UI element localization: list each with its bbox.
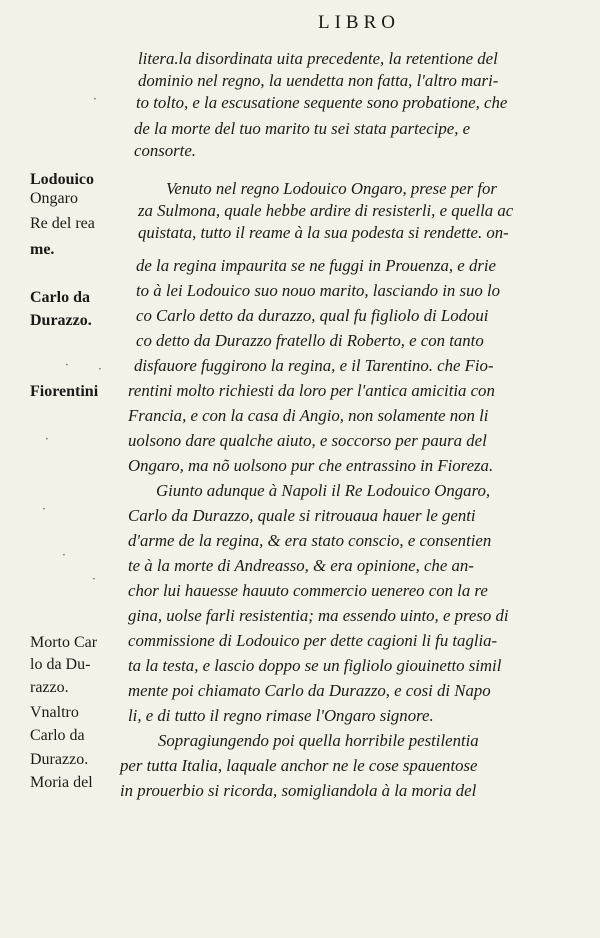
text-line: to tolto, e la escusatione sequente sono probatione, che	[136, 93, 508, 112]
text-line: de la regina impaurita se ne fuggi in Prouenza, e drie	[136, 256, 496, 275]
text-line: li, e di tutto il regno rimase l'Ongaro signore.	[128, 706, 434, 725]
text-line: in prouerbio si ricorda, somigliandola à la moria del	[120, 781, 477, 800]
text-line: te à la morte di Andreasso, & era opinione, che an-	[128, 556, 474, 575]
ink-speck: ·	[45, 432, 49, 446]
ink-speck: ·	[93, 92, 97, 106]
ink-speck: ·	[62, 548, 66, 562]
text-line: Francia, e con la casa di Angio, non solamente non li	[128, 406, 489, 425]
text-line: rentini molto richiesti da loro per l'antica amicitia con	[128, 381, 495, 400]
text-line: mente poi chiamato Carlo da Durazzo, e cosi di Napo	[128, 681, 491, 700]
text-line: to à lei Lodouico suo nouo marito, lasciando in suo lo	[136, 281, 501, 300]
text-line: Venuto nel regno Lodouico Ongaro, prese per for	[166, 179, 497, 198]
text-line: de la morte del tuo marito tu sei stata partecipe, e	[134, 119, 471, 138]
text-line: Ongaro, ma nõ uolsono pur che entrassino in Fioreza.	[128, 456, 494, 475]
text-line: co Carlo detto da durazzo, qual fu figliolo di Lodoui	[136, 306, 489, 325]
text-line: disfauore fuggirono la regina, e il Tarentino. che Fio-	[134, 356, 494, 375]
margin-note: me.	[30, 241, 55, 258]
text-line: d'arme de la regina, & era stato conscio, e consentien	[128, 531, 492, 550]
text-line: dominio nel regno, la uendetta non fatta, l'altro mari-	[138, 71, 499, 90]
text-line: quistata, tutto il reame à la sua podesta si rendette. on-	[138, 223, 509, 242]
margin-note: Vnaltro	[30, 704, 79, 721]
ink-speck: ·	[98, 362, 102, 376]
text-line: commissione di Lodouico per dette cagioni li fu taglia-	[128, 631, 498, 650]
margin-note: Moria del	[30, 774, 93, 791]
margin-note: Durazzo.	[30, 751, 89, 768]
text-line: consorte.	[134, 141, 196, 160]
margin-note: Ongaro	[30, 190, 78, 207]
margin-note: razzo.	[30, 679, 69, 696]
margin-note: lo da Du-	[30, 656, 91, 673]
text-line: Sopragiungendo poi quella horribile pestilentia	[158, 731, 479, 750]
margin-note: Lodouico	[30, 171, 95, 188]
margin-note: Morto Car	[30, 634, 98, 651]
margin-note: Carlo da	[30, 727, 85, 744]
text-line: Giunto adunque à Napoli il Re Lodouico Ongaro,	[156, 481, 491, 500]
text-line: per tutta Italia, laquale anchor ne le cose spauentose	[120, 756, 478, 775]
text-line: za Sulmona, quale hebbe ardire di resisterli, e quella ac	[138, 201, 514, 220]
text-line: litera.la disordinata uita precedente, la retentione del	[138, 49, 498, 68]
ink-speck: ·	[92, 572, 96, 586]
text-line: Carlo da Durazzo, quale si ritrouaua hauer le genti	[128, 506, 476, 525]
text-line: uolsono dare qualche aiuto, e soccorso per paura del	[128, 431, 487, 450]
text-line: gina, uolse farli resistentia; ma essendo uinto, e preso di	[128, 606, 509, 625]
ink-speck: ·	[42, 502, 46, 516]
text-line: ta la testa, e lascio doppo se un figliolo giouinetto simil	[128, 656, 502, 675]
text-line: chor lui hauesse hauuto commercio uenereo con la re	[128, 581, 488, 600]
running-header: LIBRO	[318, 12, 400, 33]
margin-note: Re del rea	[30, 215, 95, 232]
text-line: co detto da Durazzo fratello di Roberto, e con tanto	[136, 331, 484, 350]
margin-note: Fiorentini	[30, 383, 99, 400]
margin-note: Carlo da	[30, 289, 90, 306]
margin-note: Durazzo.	[30, 312, 92, 329]
ink-speck: ·	[65, 358, 69, 372]
